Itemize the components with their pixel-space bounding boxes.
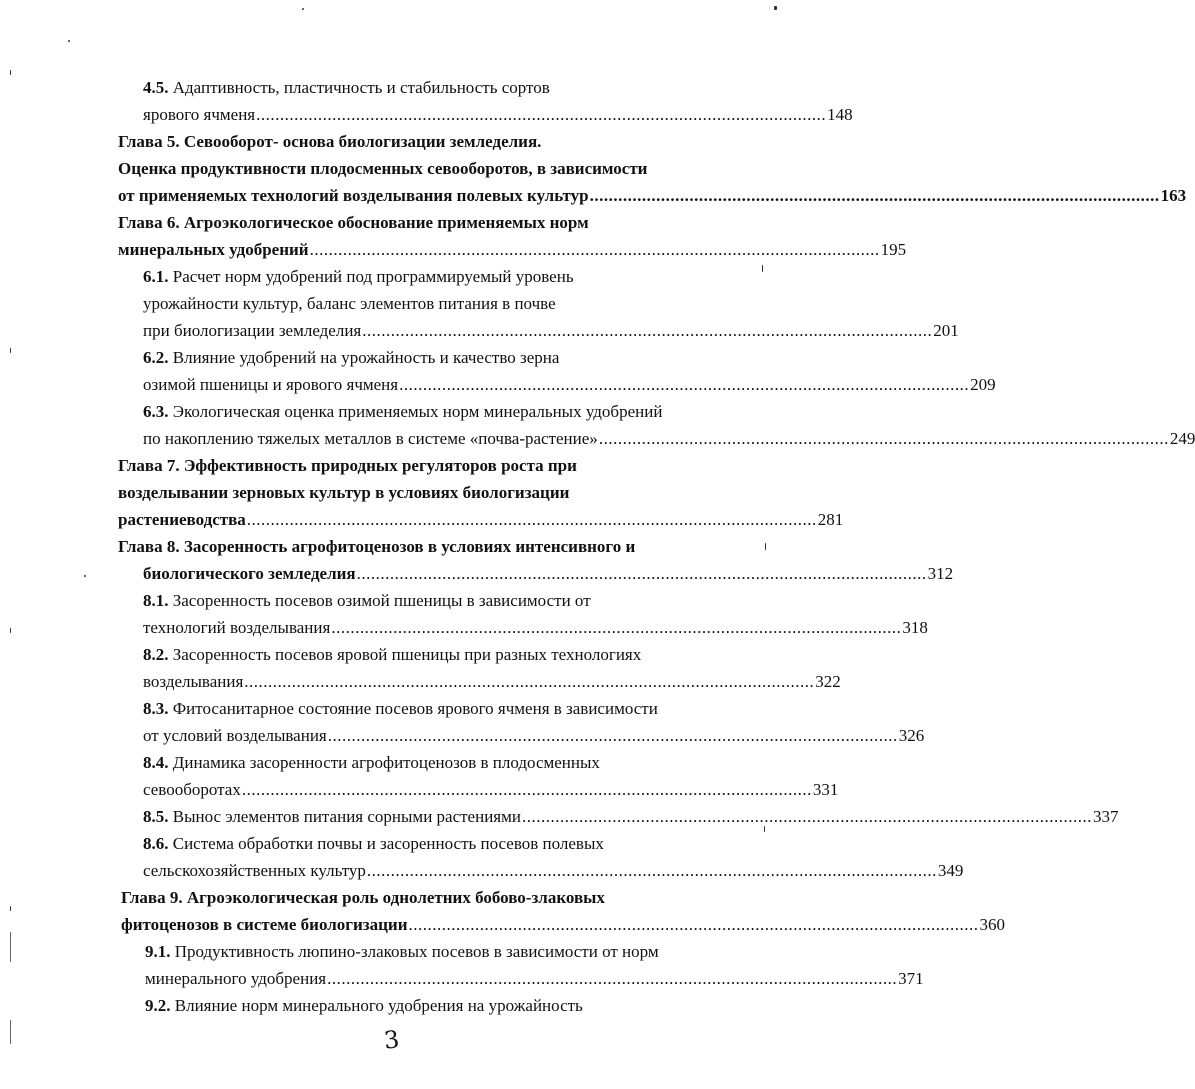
leader-dots: ........................................................................................................................ bbox=[256, 105, 827, 124]
toc-entry-9-1-line2: минерального удобрения ........................................................................................................................ 371 bbox=[145, 966, 734, 992]
toc-entry-8-6: 8.6. Система обработки почвы и засоренность посевов полевых bbox=[143, 834, 604, 853]
leader-dots: ........................................................................................................................ bbox=[246, 510, 817, 529]
toc-chapter-6: Глава 6. Агроэкологическое обоснование применяемых норм bbox=[118, 213, 589, 232]
scan-speck bbox=[84, 575, 86, 577]
toc-entry-9-2: 9.2. Влияние норм минерального удобрения на урожайность bbox=[145, 996, 583, 1015]
scan-speck bbox=[10, 628, 11, 633]
scan-speck bbox=[68, 40, 70, 42]
toc-entry-8-3: 8.3. Фитосанитарное состояние посевов ярового ячменя в зависимости bbox=[143, 699, 658, 718]
toc-entry-8-3-line2: от условий возделывания ........................................................................................................................ 326 bbox=[143, 723, 738, 749]
toc-entry-6-1-line2: урожайности культур, баланс элементов питания в почве bbox=[143, 294, 556, 313]
toc-entry-6-3: 6.3. Экологическая оценка применяемых норм минеральных удобрений bbox=[143, 402, 663, 421]
scan-speck bbox=[764, 826, 765, 832]
page-ref: 148 bbox=[827, 105, 853, 124]
toc-chapter-8: Глава 8. Засоренность агрофитоценозов в условиях интенсивного и bbox=[118, 537, 636, 556]
toc-entry-9-1: 9.1. Продуктивность люпино-злаковых посевов в зависимости от норм bbox=[145, 942, 659, 961]
toc-entry-8-6-line2: сельскохозяйственных культур ........................................................................................................................ 349 bbox=[143, 858, 738, 884]
toc-chapter-9: Глава 9. Агроэкологическая роль однолетних бобово-злаковых bbox=[121, 888, 605, 907]
toc-chapter-9-line2: фитоценозов в системе биологизации ........................................................................................................................ 360 bbox=[121, 912, 734, 938]
toc-entry-6-1: 6.1. Расчет норм удобрений под программируемый уровень bbox=[143, 267, 574, 286]
toc-chapter-8-line2: биологического земледелия ........................................................................................................................ 312 bbox=[143, 561, 738, 587]
toc-chapter-5: Глава 5. Севооборот- основа биологизации земледелия. bbox=[118, 132, 542, 151]
section-title: Адаптивность, пластичность и стабильность сортов bbox=[172, 78, 550, 97]
toc-entry-8-4: 8.4. Динамика засоренности агрофитоценозов в плодосменных bbox=[143, 753, 600, 772]
toc-chapter-5-line3: от применяемых технологий возделывания полевых культур ........................................................................................................................ 163 bbox=[118, 183, 738, 209]
scan-speck bbox=[774, 6, 777, 10]
leader-dots: ........................................................................................................................ bbox=[589, 186, 1160, 205]
toc-chapter-6-line2: минеральных удобрений ........................................................................................................................ 195 bbox=[118, 237, 734, 263]
toc-entry-4-5-cont: ярового ячменя ........................................................................................................................ 148 bbox=[143, 102, 734, 128]
section-number: 4.5. bbox=[143, 78, 169, 97]
leader-dots: ........................................................................................................................ bbox=[521, 807, 1092, 826]
scan-speck bbox=[10, 932, 11, 962]
leader-dots: ........................................................................................................................ bbox=[362, 321, 933, 340]
toc-chapter-7-line2: возделывании зерновых культур в условиях биологизации bbox=[118, 483, 570, 502]
scan-speck bbox=[10, 70, 11, 75]
toc-entry-6-2-line2: озимой пшеницы и ярового ячменя ........................................................................................................................ 209 bbox=[143, 372, 734, 398]
toc-entry-4-5 bbox=[143, 75, 550, 101]
leader-dots: ........................................................................................................................ bbox=[356, 564, 927, 583]
scan-speck bbox=[765, 543, 766, 550]
toc-chapter-7: Глава 7. Эффективность природных регуляторов роста при bbox=[118, 456, 577, 475]
leader-dots: ........................................................................................................................ bbox=[241, 780, 812, 799]
toc-entry-8-1: 8.1. Засоренность посевов озимой пшеницы в зависимости от bbox=[143, 591, 591, 610]
toc-chapter-7-line3: растениеводства ........................................................................................................................ 281 bbox=[118, 507, 738, 533]
leader-dots: ........................................................................................................................ bbox=[399, 375, 970, 394]
toc-entry-6-3-line2: по накоплению тяжелых металлов в системе «почва-растение» ........................................................................................................................ 249 bbox=[143, 426, 734, 452]
scan-speck bbox=[762, 265, 763, 272]
toc-entry-8-1-line2: технологий возделывания ........................................................................................................................ 318 bbox=[143, 615, 734, 641]
leader-dots: ........................................................................................................................ bbox=[327, 726, 898, 745]
toc-chapter-5-line2: Оценка продуктивности плодосменных севооборотов, в зависимости bbox=[118, 159, 648, 178]
scan-speck bbox=[10, 348, 11, 353]
leader-dots: ........................................................................................................................ bbox=[598, 429, 1169, 448]
toc-entry-6-1-line3: при биологизации земледелия ........................................................................................................................ 201 bbox=[143, 318, 734, 344]
leader-dots: ........................................................................................................................ bbox=[408, 915, 979, 934]
toc-entry-8-2-line2: возделывания ........................................................................................................................ 322 bbox=[143, 669, 738, 695]
leader-dots: ........................................................................................................................ bbox=[331, 618, 902, 637]
page-number: 3 bbox=[382, 1025, 401, 1055]
leader-dots: ........................................................................................................................ bbox=[327, 969, 898, 988]
leader-dots: ........................................................................................................................ bbox=[366, 861, 937, 880]
toc-entry-6-2: 6.2. Влияние удобрений на урожайность и качество зерна bbox=[143, 348, 560, 367]
scan-speck bbox=[10, 1020, 11, 1044]
scan-speck bbox=[10, 906, 11, 911]
toc-entry-8-5: 8.5. Вынос элементов питания сорными растениями ........................................................................................................................ 337 bbox=[143, 804, 738, 830]
toc-entry-8-4-line2: севооборотах ........................................................................................................................ 331 bbox=[143, 777, 734, 803]
leader-dots: ........................................................................................................................ bbox=[309, 240, 880, 259]
toc-entry-8-2: 8.2. Засоренность посевов яровой пшеницы при разных технологиях bbox=[143, 645, 642, 664]
leader-dots: ........................................................................................................................ bbox=[244, 672, 815, 691]
scan-speck bbox=[302, 8, 304, 10]
